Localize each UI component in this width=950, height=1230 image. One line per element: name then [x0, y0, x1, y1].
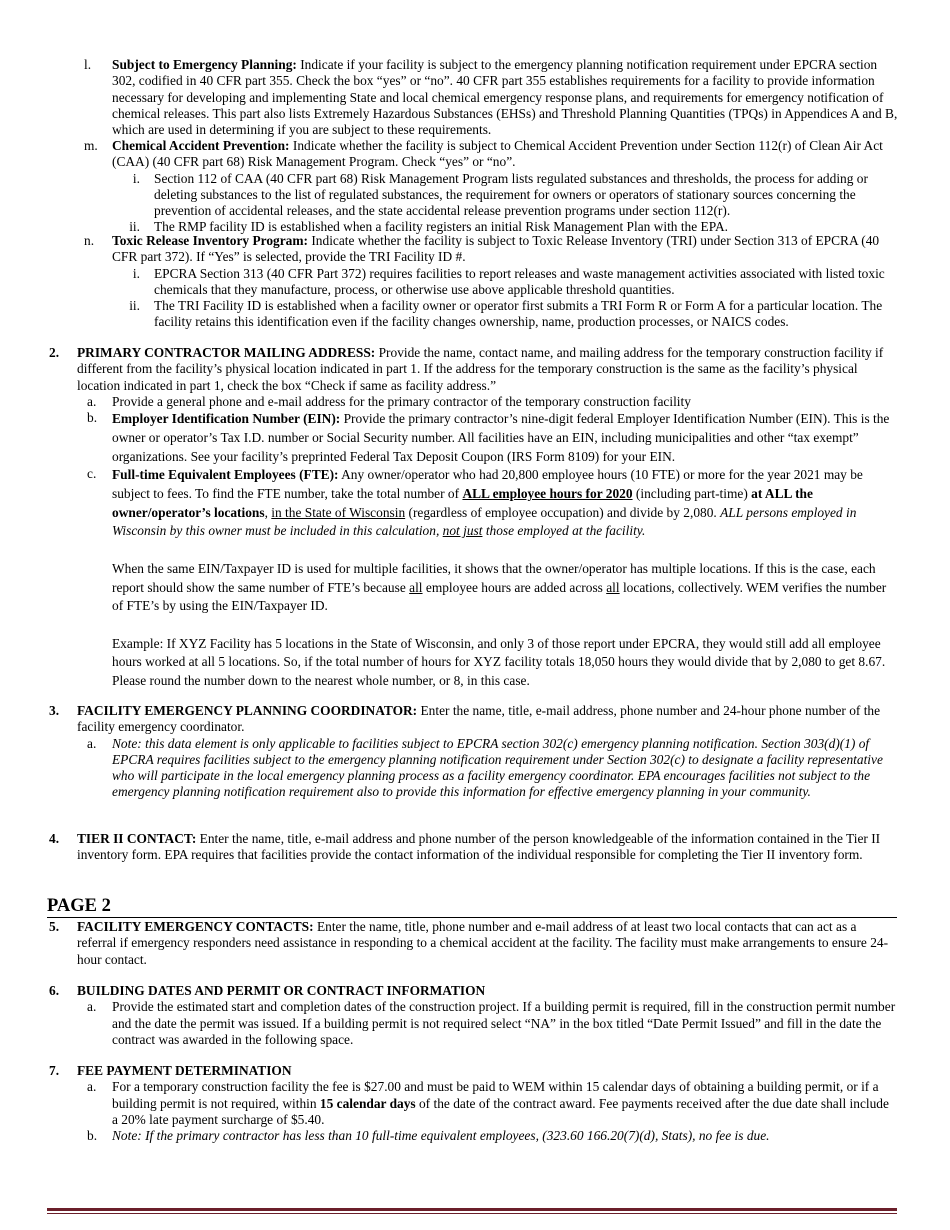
item-label: n.: [84, 233, 95, 248]
subitem-text: Provide the estimated start and completion dates of the construction project. If a building permit is required, fill in the construction permit number and the date the permit was issued. If a building permit is not required select “NA” in the box titled “Date Permit Issued” and fill in the date the contract was awarded in the following space.: [112, 999, 896, 1047]
section-number: 3.: [49, 703, 60, 718]
subitem-text: Employer Identification Number (EIN): Provide the primary contractor’s nine-digit federal Employer Identification Number (EIN). This is the owner or operator’s Tax I.D. number or Social Security number. All facilities have an EIN, including municipalities and other “tax exempt” organizations. See your facility’s preprinted Federal Tax Deposit Coupon (IRS Form 8109) for your EIN.: [112, 411, 890, 464]
section-3: [0, 703, 950, 801]
subitem-text: For a temporary construction facility the fee is $27.00 and must be paid to WEM within 15 calendar days of obtaining a building permit, or if a building permit is not required, within 15 calendar days of the date of the contract award. Fee payments received after the due date shall include a 20% late payment surcharge of $5.40.: [112, 1079, 889, 1127]
subitem-text: Note: If the primary contractor has less than 10 full-time equivalent employees, (323.60 166.20(7)(d), Stats), no fee is due.: [112, 1128, 770, 1144]
subitem-text: EPCRA Section 313 (40 CFR Part 372) requires facilities to report releases and waste management activities associated with listed toxic chemicals that they manufacture, process, or otherwise use above applicable threshold quantities.: [154, 265, 885, 297]
section-7: [0, 1063, 950, 1144]
subitem-label: i.: [132, 170, 140, 186]
section-title: PRIMARY CONTRACTOR MAILING ADDRESS:: [77, 345, 376, 360]
multiple-locations-paragraph: When the same EIN/Taxpayer ID is used for multiple facilities, it shows that the owner/operator has multiple locations. If this is the case, each report should show the same number of FTE’s because all employee hours are added across all locations, collectively. WEM verifies the number of FTE’s by using the EIN/Taxpayer ID.: [112, 560, 887, 614]
item-title: Chemical Accident Prevention:: [112, 138, 290, 153]
section-text: PRIMARY CONTRACTOR MAILING ADDRESS: Provide the name, contact name, and mailing address for the temporary construction facility if different from the facility’s physical location indicated in part 1. If the address for the temporary construction is the same as the facility’s physical location indicated in part 1, check the box “Check if same as facility address.”: [77, 345, 884, 393]
section-text: FACILITY EMERGENCY PLANNING COORDINATOR: Enter the name, title, e-mail address, phone number and 24-hour phone number of the facility emergency coordinator.: [77, 703, 881, 735]
subitem-label: i.: [132, 265, 140, 281]
subitem-text: The TRI Facility ID is established when a facility owner or operator first submits a TRI Form R or Form A for a particular location. The facility retains this identification even if the facility changes ownership, name, production processes, or NAICS codes.: [154, 298, 883, 330]
item-text: Subject to Emergency Planning: Indicate if your facility is subject to the emergency planning notification requirement under EPCRA section 302, codified in 40 CFR part 355. Check the box “yes” or “no”. 40 CFR part 355 establishes requirements for a facility to provide information necessary for developing and implementing State and local chemical emergency response plans, and requirements for emergency notification of chemical releases. This part also lists Extremely Hazardous Substances (EHSs) and Threshold Planning Quantities (TPQs) in Appendices A and B, which are used in determining if you are subject to these requirements.: [112, 57, 898, 138]
section-title: BUILDING DATES AND PERMIT OR CONTRACT INFORMATION: [77, 983, 486, 998]
section-4: [0, 831, 950, 864]
subitem-text: Provide a general phone and e-mail address for the primary contractor of the temporary construction facility: [112, 393, 691, 409]
fte-paragraph: Full-time Equivalent Employees (FTE): Any owner/operator who had 20,800 employee hours (10 FTE) or more for the year 2021 may be subject to fees. To find the FTE number, take the total number of ALL employee hours for 2020 (including part-time) at ALL the owner/operator’s locations, in the State of Wisconsin (regardless of employee occupation) and divide by 2,080. ALL persons employed in Wisconsin by this owner must be included in this calculation, not just those employed at the facility.: [112, 467, 863, 539]
subitem-label: b.: [87, 1128, 98, 1144]
subitem-title: Full-time Equivalent Employees (FTE):: [112, 467, 339, 483]
section-number: 6.: [49, 983, 60, 998]
section-title: TIER II CONTACT:: [77, 831, 197, 846]
section-number: 2.: [49, 345, 60, 360]
page-heading: PAGE 2: [47, 896, 111, 916]
footer-rule-thin: [47, 1213, 897, 1214]
item-label: m.: [84, 138, 98, 153]
heading-rule: [47, 917, 897, 918]
section-number: 5.: [49, 919, 60, 934]
subitem-label: ii.: [129, 298, 140, 314]
section-2: [0, 345, 950, 691]
footer-rule: [47, 1208, 897, 1211]
subitem-label: a.: [87, 1079, 97, 1095]
item-m: [0, 138, 950, 236]
section-title: FACILITY EMERGENCY PLANNING COORDINATOR:: [77, 703, 418, 718]
subitem-label: b.: [87, 410, 98, 426]
example-paragraph: Example: If XYZ Facility has 5 locations in the State of Wisconsin, and only 3 of those report under EPCRA, they would still add all employee hours worked at all 5 locations. So, if the total number of hours for XYZ facility totals 18,050 hours they would divide that by 2,080 to get 8.67. Please round the number down to the nearest whole number, or 8, in this case.: [112, 635, 886, 688]
subitem-label: a.: [87, 735, 97, 751]
subitem-text: Section 112 of CAA (40 CFR part 68) Risk Management Program lists regulated substances and thresholds, the process for adding or deleting substances to the list of regulated substances, the requirement for owners or operators of stationary sources concerning the prevention of accidental releases, and the state accidental release prevention programs under section 112(r).: [154, 170, 868, 219]
subitem-label: c.: [87, 466, 97, 482]
subitem-title: Employer Identification Number (EIN):: [112, 411, 341, 427]
section-text: FACILITY EMERGENCY CONTACTS: Enter the name, title, phone number and e-mail address of at least two local contacts that can act as a referral if emergency responders need assistance in responding to a chemical accident at the facility. The facility must make arrangements to ensure 24-hour contact.: [77, 919, 889, 967]
section-number: 7.: [49, 1063, 60, 1078]
item-title: Subject to Emergency Planning:: [112, 57, 297, 72]
item-title: Toxic Release Inventory Program:: [112, 233, 308, 248]
item-text: Toxic Release Inventory Program: Indicate whether the facility is subject to Toxic Release Inventory (TRI) under Section 313 of EPCRA (40 CFR part 372). If “Yes” is selected, provide the TRI Facility ID #.: [112, 233, 880, 265]
subitem-label: ii.: [129, 219, 140, 235]
subitem-label: a.: [87, 393, 97, 409]
subitem-text: The RMP facility ID is established when a facility registers an initial Risk Management Plan with the EPA.: [154, 219, 728, 235]
item-text: Chemical Accident Prevention: Indicate whether the facility is subject to Chemical Accident Prevention under Section 112(r) of Clean Air Act (CAA) (40 CFR part 68) Risk Management Program. Check “yes” or “no”.: [112, 138, 883, 170]
section-6: [0, 983, 950, 1048]
item-label: l.: [84, 57, 92, 72]
section-title: FACILITY EMERGENCY CONTACTS:: [77, 919, 314, 934]
section-5: [0, 919, 950, 968]
subitem-text: Note: this data element is only applicable to facilities subject to EPCRA section 302(c) emergency planning notification. Section 303(d)(1) of EPCRA requires facilities subject to the emergency planning notification requirement under Section 302(c) to designate a facility representative who will participate in the local emergency planning process as a facility emergency coordinator. EPA encourages facilities not subject to the emergency planning notification requirement also to provide this information for effective emergency planning in your community.: [112, 735, 883, 800]
item-n: [0, 233, 950, 331]
section-title: FEE PAYMENT DETERMINATION: [77, 1063, 292, 1078]
item-l: [0, 57, 950, 138]
subitem-label: a.: [87, 999, 97, 1015]
section-number: 4.: [49, 831, 60, 846]
section-text: TIER II CONTACT: Enter the name, title, e-mail address and phone number of the person knowledgeable of the information contained in the Tier II inventory form. EPA requires that facilities provide the contact information of the individual responsible for completing the Tier II inventory form.: [77, 831, 881, 863]
